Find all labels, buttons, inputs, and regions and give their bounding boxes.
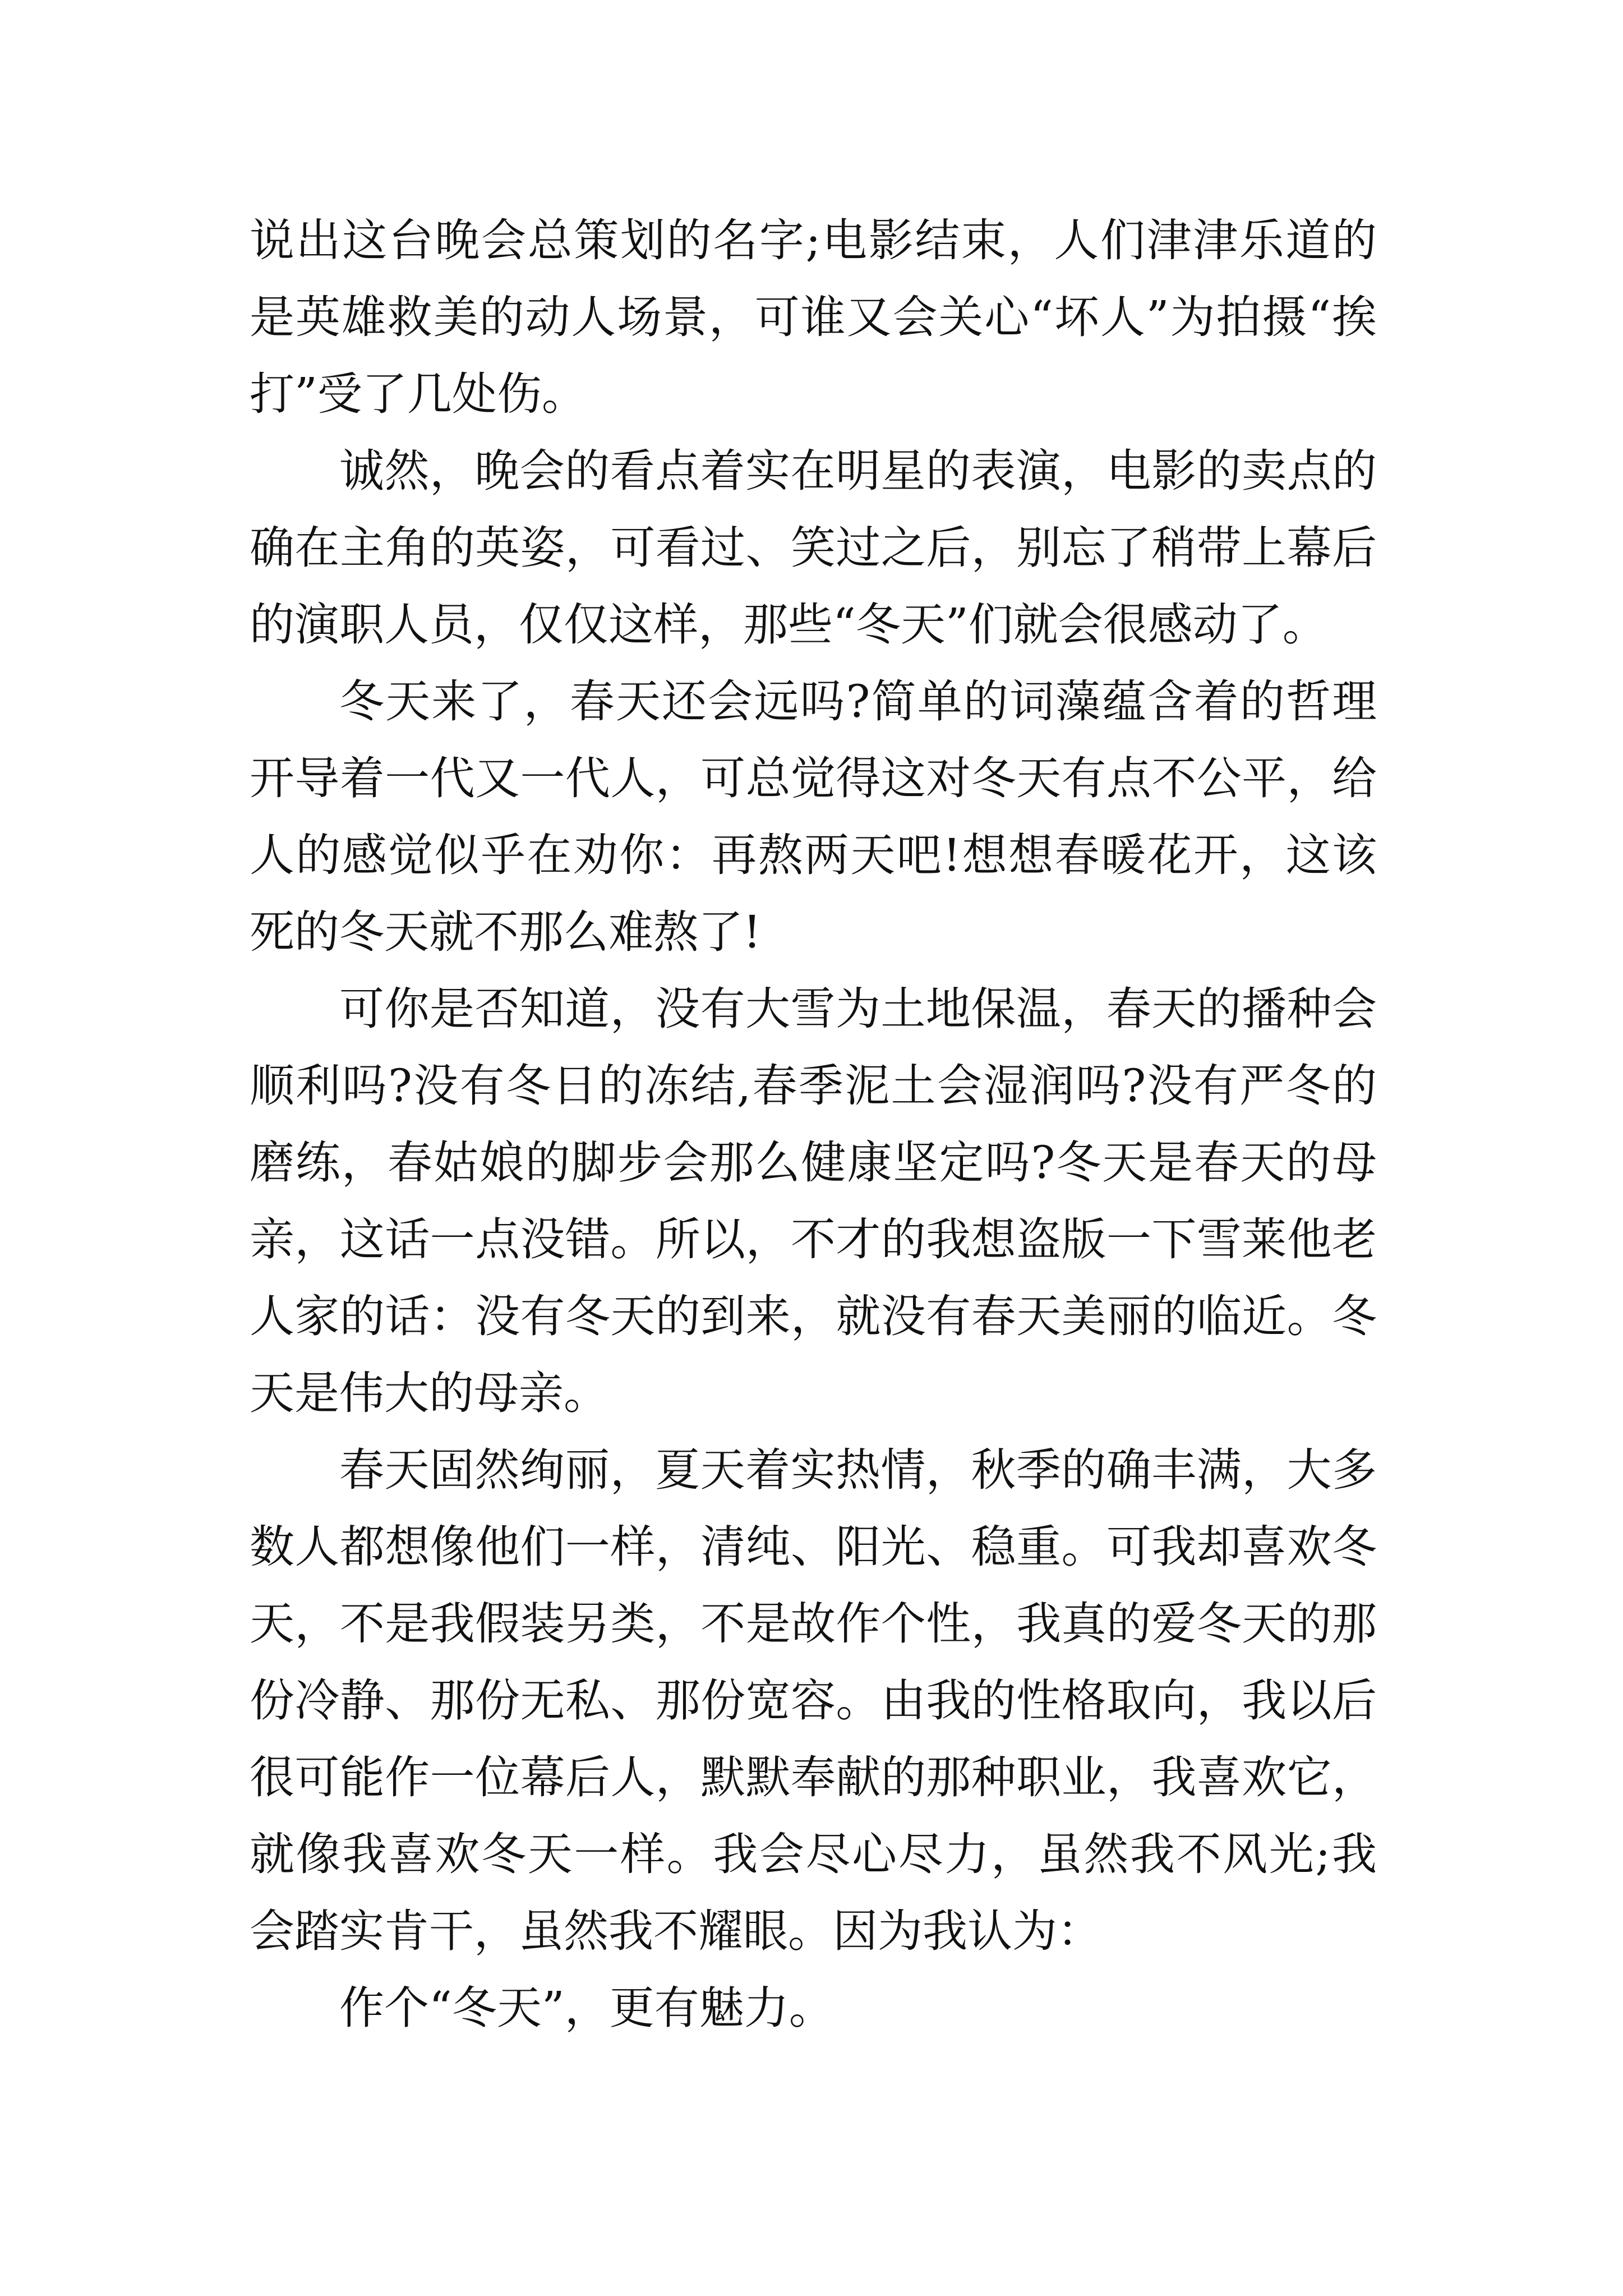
paragraph-continued: 说出这台晚会总策划的名字;电影结束，人们津津乐道的是英雄救美的动人场景，可谁又会关心“坏人”为拍摄“挨打”受了几处伤。 (250, 214, 1377, 420)
paragraph: 诚然，晚会的看点着实在明星的表演，电影的卖点的确在主角的英姿，可看过、笑过之后，别忘了稍带上幕后的演职人员，仅仅这样，那些“冬天”们就会很感动了。 (250, 445, 1377, 651)
document-body (250, 202, 1377, 2046)
paragraph: 可你是否知道，没有大雪为土地保温，春天的播种会顺利吗?没有冬日的冻结,春季泥土会湿润吗?没有严冬的磨练，春姑娘的脚步会那么健康坚定吗?冬天是春天的母亲，这话一点没错。所以，不才的我想盗版一下雪莱他老人家的话：没有冬天的到来，就没有春天美丽的临近。冬天是伟大的母亲。 (250, 983, 1377, 1419)
paragraph: 春天固然绚丽，夏天着实热情，秋季的确丰满，大多数人都想像他们一样，清纯、阳光、稳重。可我却喜欢冬天，不是我假装另类，不是故作个性，我真的爱冬天的那份冷静、那份无私、那份宽容。由我的性格取向，我以后很可能作一位幕后人，默默奉献的那种职业，我喜欢它，就像我喜欢冬天一样。我会尽心尽力，虽然我不风光;我会踏实肯干，虽然我不耀眼。因为我认为： (250, 1444, 1377, 1957)
paragraph: 冬天来了，春天还会远吗?简单的词藻蕴含着的哲理开导着一代又一代人，可总觉得这对冬天有点不公平，给人的感觉似乎在劝你：再熬两天吧!想想春暖花开，这该死的冬天就不那么难熬了! (250, 675, 1377, 958)
closing-paragraph: 作个“冬天”，更有魅力。 (339, 1982, 834, 2034)
